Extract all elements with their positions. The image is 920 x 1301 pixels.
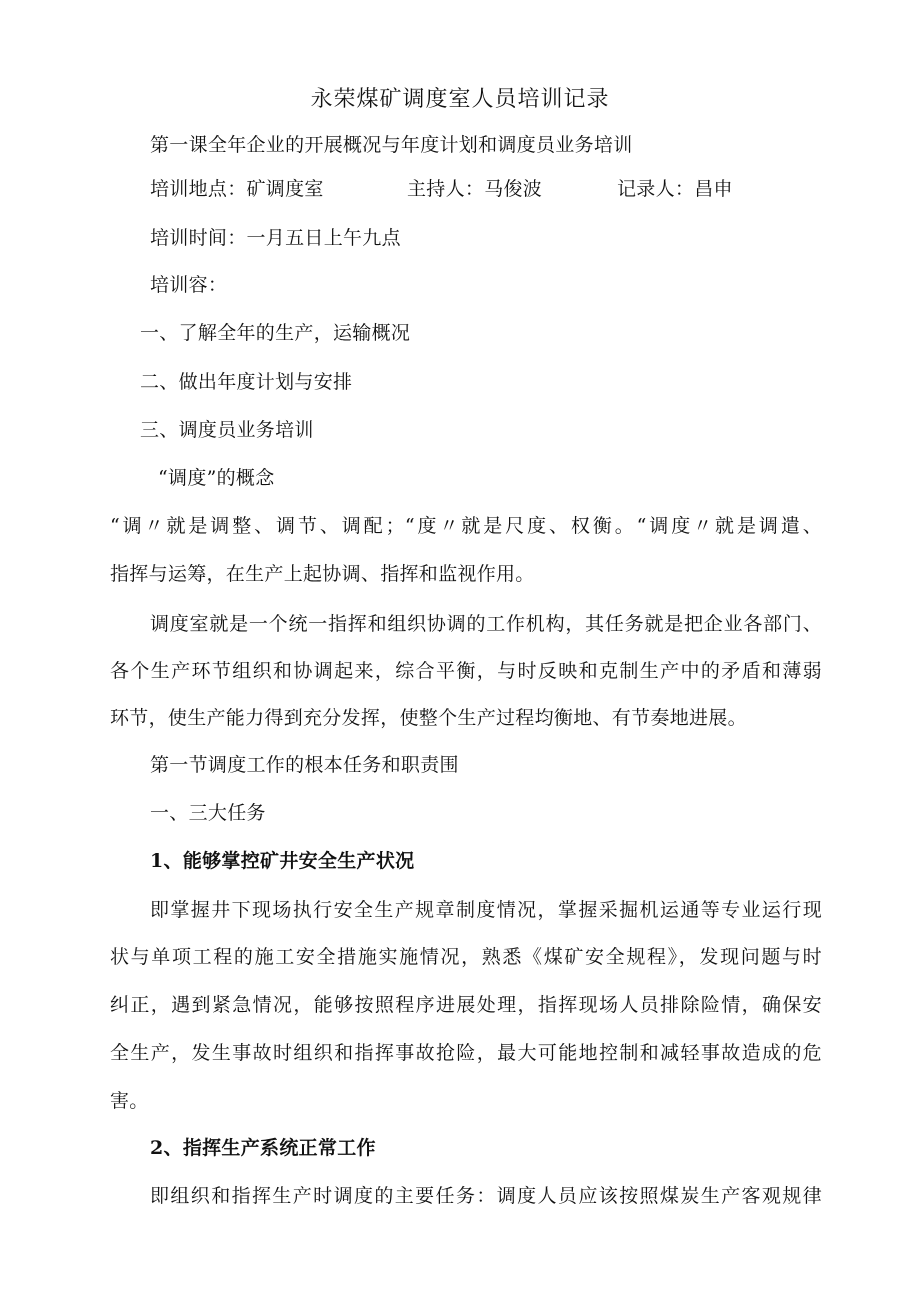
task-paragraph-line: 害。 (110, 1090, 149, 1112)
list-item: 三、调度员业务培训 (140, 419, 314, 441)
training-recorder: 记录人：昌申 (617, 178, 733, 200)
section-heading: 第一节调度工作的根本任务和职责围 (150, 754, 459, 776)
content-label: 培训容： (150, 274, 228, 296)
task-paragraph-line: 即组织和指挥生产时调度的主要任务：调度人员应该按照煤炭生产客观规律 (150, 1185, 822, 1207)
training-location: 培训地点：矿调度室 (150, 178, 324, 200)
concept-paragraph-line: 指挥与运筹，在生产上起协调、指挥和监视作用。 (110, 563, 535, 585)
document-title: 永荣煤矿调度室人员培训记录 (310, 87, 610, 112)
list-item: 一、了解全年的生产，运输概况 (140, 322, 411, 344)
lesson-title: 第一课全年企业的开展概况与年度计划和调度员业务培训 (150, 134, 633, 156)
task-paragraph-line: 全生产，发生事故时组织和指挥事故抢险，最大可能地控制和减轻事故造成的危 (110, 1042, 822, 1064)
task-paragraph-line: 即掌握井下现场执行安全生产规章制度情况，掌握采掘机运通等专业运行现 (150, 899, 822, 921)
training-host: 主持人：马俊波 (407, 178, 543, 200)
task-heading: 2、指挥生产系统正常工作 (150, 1137, 376, 1159)
task-paragraph-line: 纠正，遇到紧急情况，能够按照程序进展处理，指挥现场人员排除险情，确保安 (110, 994, 822, 1016)
room-paragraph-line: 各个生产环节组织和协调起来，综合平衡，与时反映和克制生产中的矛盾和薄弱 (110, 660, 822, 682)
sub-heading: 一、三大任务 (150, 802, 266, 824)
concept-heading: “调度”的概念 (158, 467, 275, 489)
training-time: 培训时间：一月五日上午九点 (150, 227, 401, 249)
concept-paragraph-line: “调〃就是调整、调节、调配；“度〃就是尺度、权衡。“调度〃就是调遣、 (110, 515, 822, 537)
list-item: 二、做出年度计划与安排 (140, 371, 353, 393)
task-heading: 1、能够掌控矿井安全生产状况 (150, 850, 415, 872)
task-paragraph-line: 状与单项工程的施工安全措施实施情况，熟悉《煤矿安全规程》，发现问题与时 (110, 946, 822, 968)
room-paragraph-line: 调度室就是一个统一指挥和组织协调的工作机构，其任务就是把企业各部门、 (150, 613, 822, 635)
room-paragraph-line: 环节，使生产能力得到充分发挥，使整个生产过程均衡地、有节奏地进展。 (110, 707, 747, 729)
